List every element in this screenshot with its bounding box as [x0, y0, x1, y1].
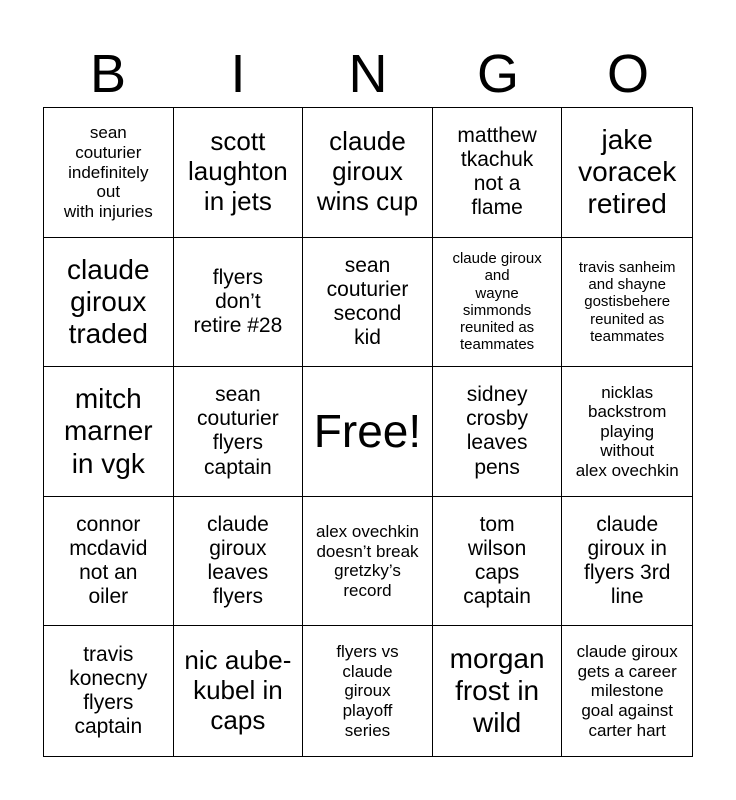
free-space-cell[interactable] — [303, 367, 433, 497]
cell-text: tom wilson caps captain — [463, 512, 531, 609]
cell-text: claude giroux wins cup — [316, 126, 419, 217]
header-letter-o: O — [606, 44, 649, 104]
cell-text: claude giroux in flyers 3rd line — [584, 512, 671, 609]
bingo-header — [43, 40, 693, 108]
bingo-cell[interactable] — [174, 626, 304, 756]
cell-text: nicklas backstrom playing without alex ovechkin — [575, 382, 679, 480]
cell-text: flyers don’t retire #28 — [193, 265, 283, 337]
bingo-cell[interactable] — [562, 497, 692, 627]
cell-text: sean couturier second kid — [326, 253, 409, 350]
bingo-card — [43, 107, 693, 757]
bingo-cell[interactable] — [174, 497, 304, 627]
bingo-cell[interactable] — [303, 108, 433, 238]
bingo-cell[interactable] — [174, 238, 304, 368]
cell-text: claude giroux traded — [67, 253, 150, 349]
cell-text: sean couturier flyers captain — [197, 383, 279, 479]
cell-text: travis konecny flyers captain — [69, 642, 148, 739]
cell-text: scott laughton in jets — [188, 126, 288, 217]
bingo-cell[interactable] — [44, 367, 174, 497]
cell-text: sidney crosby leaves pens — [466, 383, 529, 479]
bingo-cell[interactable] — [433, 497, 563, 627]
bingo-cell[interactable] — [44, 238, 174, 368]
header-letter-i: I — [230, 44, 246, 104]
bingo-cell[interactable] — [44, 497, 174, 627]
cell-text: claude giroux leaves flyers — [206, 512, 269, 609]
cell-text: connor mcdavid not an oiler — [69, 512, 148, 609]
bingo-cell[interactable] — [433, 367, 563, 497]
cell-text: mitch marner in vgk — [63, 383, 153, 479]
bingo-cell[interactable] — [303, 626, 433, 756]
bingo-cell[interactable] — [303, 497, 433, 627]
bingo-cell[interactable] — [562, 108, 692, 238]
bingo-cell[interactable] — [174, 108, 304, 238]
bingo-cell[interactable] — [44, 626, 174, 756]
cell-text: alex ovechkin doesn’t break gretzky’s record — [315, 522, 419, 600]
free-space-label: Free! — [313, 405, 422, 458]
cell-text: claude giroux and wayne simmonds reunited as teammates — [452, 250, 542, 354]
cell-text: flyers vs claude giroux playoff series — [336, 642, 399, 740]
bingo-cell[interactable] — [562, 238, 692, 368]
bingo-cell[interactable] — [174, 367, 304, 497]
header-letter-n: N — [348, 44, 388, 104]
bingo-cell[interactable] — [433, 626, 563, 756]
cell-text: morgan frost in wild — [449, 642, 545, 739]
cell-text: matthew tkachuk not a flame — [457, 124, 537, 220]
bingo-cell[interactable] — [433, 238, 563, 368]
header-letter-g: G — [476, 44, 519, 104]
cell-text: travis sanheim and shayne gostisbehere reunited as teammates — [578, 258, 676, 345]
bingo-cell[interactable] — [562, 367, 692, 497]
cell-text: jake voracek retired — [578, 124, 677, 220]
cell-text: sean couturier indefinitely out with injuries — [63, 123, 153, 221]
cell-text: nic aube- kubel in caps — [184, 645, 292, 736]
bingo-cell[interactable] — [562, 626, 692, 756]
bingo-cell[interactable] — [433, 108, 563, 238]
cell-text: claude giroux gets a career milestone goal against carter hart — [576, 642, 678, 740]
header-letter-b: B — [89, 44, 127, 104]
bingo-cell[interactable] — [44, 108, 174, 238]
bingo-cell[interactable] — [303, 238, 433, 368]
